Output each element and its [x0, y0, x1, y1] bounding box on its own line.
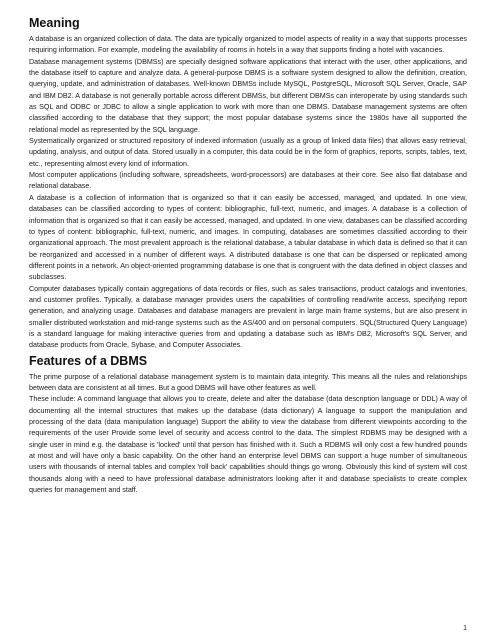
paragraph: Database management systems (DBMSs) are specially designed software applications that interact with the user, other applications, and the database itself to capture and analyze data. A general-purpose DBMS is a software system designed to allow the definition, creation, querying, update, and administration of databases. Well-known DBMSs include MySQL, PostgreSQL, Microsoft SQL Server, Oracle, SAP and IBM DB2. A database is not generally portable across different DBMSs, but different DBMSs can interoperate by using standards such as SQL and ODBC or JDBC to allow a single application to work with more than one DBMS. Database management systems are often classified according to the database that they support; the most popular database systems since the 1980s have all supported the relational model as represented by the SQL language. — [29, 57, 467, 134]
heading-features: Features of a DBMS — [29, 353, 148, 368]
paragraph: These include: A command language that allows you to create, delete and alter the database (data description language or DDL) A way of documenting all the internal structures that makes up the database (data dictionary) A language to support the manipulation and processing of the data (data manipulation language) Support the ability to view the database from different viewpoints according to the requirements of the user Provide some level of security and access control to the data. The simplest RDBMS may be designed with a single user in mind e.g. the database is 'locked' until that person has finished with it. Such a RDBMS will only cost a few hundred pounds at most and will have only a basic capability. On the other hand an enterprise level DBMS can support a huge number of simultaneous users with thousands of internal tables and complex 'roll back' capabilities should things go wrong. Obviously this kind of system will cost thousands along with a need to have professional database administrators looking after it and database specialists to create complex queries for management and staff. — [29, 395, 467, 495]
paragraph: A database is a collection of information that is organized so that it can easily be accessed, managed, and updated. In one view, databases can be classified according to types of content: bibliographic, full-text, numeric, and images. A database is a collection of information that is organized so that it can easily be accessed, managed, and updated. In one view, databases can be classified according to types of content: bibliographic, full-text, numeric, and images. In computing, databases are sometimes classified according to their organizational approach. The most prevalent approach is the relational database, a tabular database in which data is defined so that it can be reorganized and accessed in a number of different ways. A distributed database is one that can be dispersed or replicated among different points in a network. An object-oriented programming database is one that is congruent with the data defined in object classes and subclasses. — [29, 193, 467, 282]
paragraph: A database is an organized collection of data. The data are typically organized to model aspects of reality in a way that supports processes requiring information. For example, modeling the availability of rooms in hotels in a way that supports finding a hotel with vacancies. — [29, 35, 467, 55]
heading-meaning: Meaning — [29, 16, 80, 30]
paragraph: Systematically organized or structured repository of indexed information (usually as a group of linked data files) that allows easy retrieval, updating, analysis, and output of data. Stored usually in a computer, this data could be in the form of graphics, reports, scripts, tables, text, etc., representing almost every kind of information. — [29, 137, 467, 168]
page-number: 1 — [463, 625, 467, 632]
paragraph: Computer databases typically contain aggregations of data records or files, such as sales transactions, product catalogs and inventories, and customer profiles. Typically, a database manager provides users the capabilities of controlling read/write access, specifying report generation, and analyzing usage. Databases and database managers are prevalent in large main frame systems, but are also present in smaller distributed workstation and mid-range systems such as the AS/400 and on personal computers. SQL(Structured Query Language) is a standard language for making interactive queries from and updating a database such as IBM's DB2, Microsoft's SQL Server, and database products from Oracle, Sybase, and Computer Associates. — [29, 284, 467, 350]
paragraph: Most computer applications (including software, spreadsheets, word-processors) are databases at their core. See also flat database and relational database. — [29, 171, 467, 191]
paragraph: The prime purpose of a relational database management system is to maintain data integrity. This means all the rules and relationships between data are consistent at all times. But a good DBMS will have other features as well. — [29, 372, 467, 392]
